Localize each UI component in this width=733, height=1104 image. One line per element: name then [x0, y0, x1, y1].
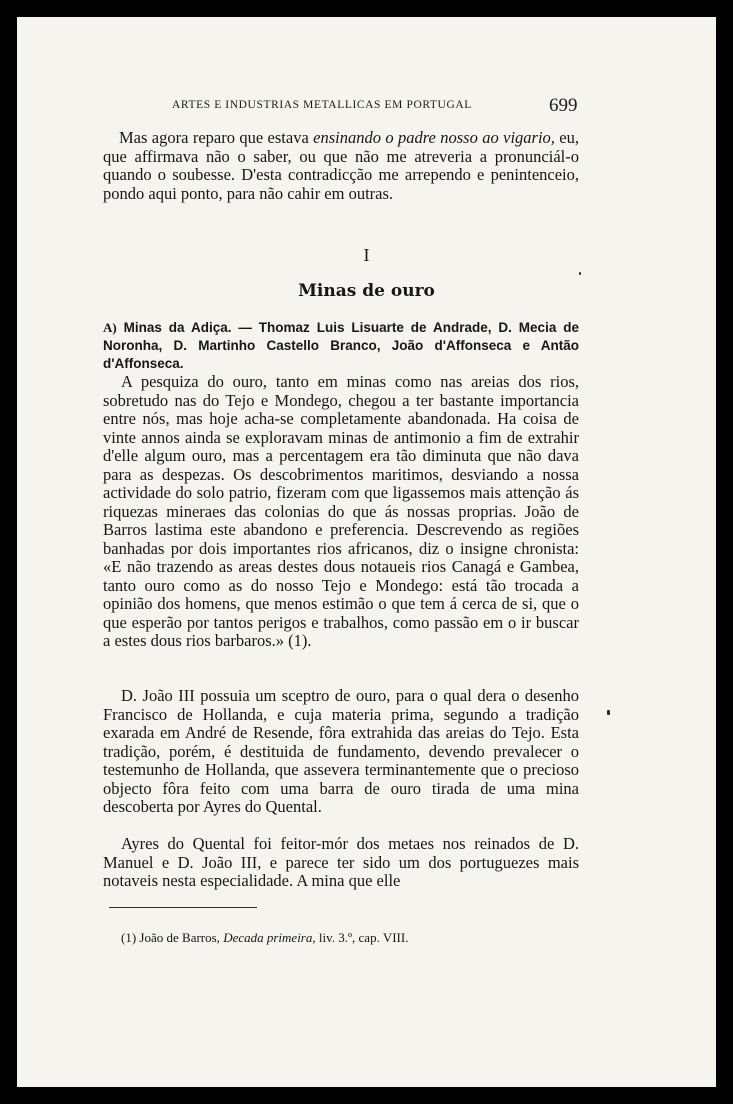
subsection-marker: A)	[103, 320, 117, 335]
footnote-author: João de Barros,	[139, 930, 220, 945]
ink-speck	[607, 710, 610, 715]
footnote-rule	[109, 907, 257, 908]
footnote-marker: (1)	[121, 930, 137, 945]
intro-paragraph	[103, 129, 579, 203]
subsection-text: Minas da Adiça. — Thomaz Luis Lisuarte de Andrade, D. Mecia de Noronha, D. Martinho Castello Branco, João d'Affonseca e Antão d'Affonseca.	[103, 320, 579, 371]
intro-emphasis: ensinando o padre nosso ao vigario,	[313, 128, 555, 147]
footnote-source: Decada primeira,	[223, 930, 316, 945]
running-head: ARTES E INDUSTRIAS METALLICAS EM PORTUGAL	[172, 99, 472, 111]
footnote-reference: liv. 3.º, cap. VIII.	[318, 930, 409, 945]
book-page	[17, 17, 716, 1087]
section-title: Minas de ouro	[298, 281, 435, 301]
subsection-heading	[103, 319, 579, 373]
body-paragraph: Ayres do Quental foi feitor-mór dos metaes nos reinados de D. Manuel e D. João III, e parece ter sido um dos portuguezes mais notaveis nesta especialidade. A mina que elle	[103, 834, 579, 890]
intro-text-before: Mas agora reparo que estava	[119, 128, 314, 147]
ink-speck	[579, 272, 581, 275]
footnote	[103, 930, 579, 946]
body-paragraph: A pesquiza do ouro, tanto em minas como nas areias dos rios, sobretudo nas do Tejo e Mondego, chegou a ter bastante importancia entre nós, mas hoje acha-se completamente abandonada. Ha coisa de vinte annos ainda se exploravam minas de antimonio a fim de extrahir d'elle algum ouro, mas a percentagem era tão diminuta que não dava para as despezas. Os descobrimentos maritimos, desviando a nossa actividade do solo patrio, fizeram com que ligassemos mais attenção ás riquezas mineraes das colonias do que ás nossas proprias. João de Barros lastima este abandono e preferencia. Descrevendo as regiões banhadas por dois importantes rios africanos, diz o insigne chronista: «E não trazendo as areas destes dous notaueis rios Canagá e Gambea, tanto ouro como as do nosso Tejo e Mondego: está tão trocada a opinião dos homens, que menos estimão o que tem á cerca de si, que o que esperão por tantos perigos e trabalhos, como passão em o ir buscar a estes dous rios barbaros.» (1).	[103, 372, 579, 650]
page-header	[17, 95, 716, 119]
body-paragraph: D. João III possuia um sceptro de ouro, para o qual dera o desenho Francisco de Hollanda, e cuja materia prima, segundo a tradição exarada em André de Resende, fôra extrahida das areias do Tejo. Esta tradição, porém, é destituida de fundamento, devendo prevalecer o testemunho de Hollanda, que assevera terminantemente que o precioso objecto fôra feito com uma barra de ouro tirada de uma mina descoberta por Ayres do Quental.	[103, 686, 579, 816]
intro-text-after: eu, que affirmava não o saber, ou que não me atreveria a pronunciál-o quando o soubesse. D'esta contradicção me arrependo e penintenceio, pondo aqui ponto, para não cahir em outras.	[103, 128, 580, 203]
page-number: 699	[549, 95, 578, 116]
section-number: I	[363, 245, 370, 265]
